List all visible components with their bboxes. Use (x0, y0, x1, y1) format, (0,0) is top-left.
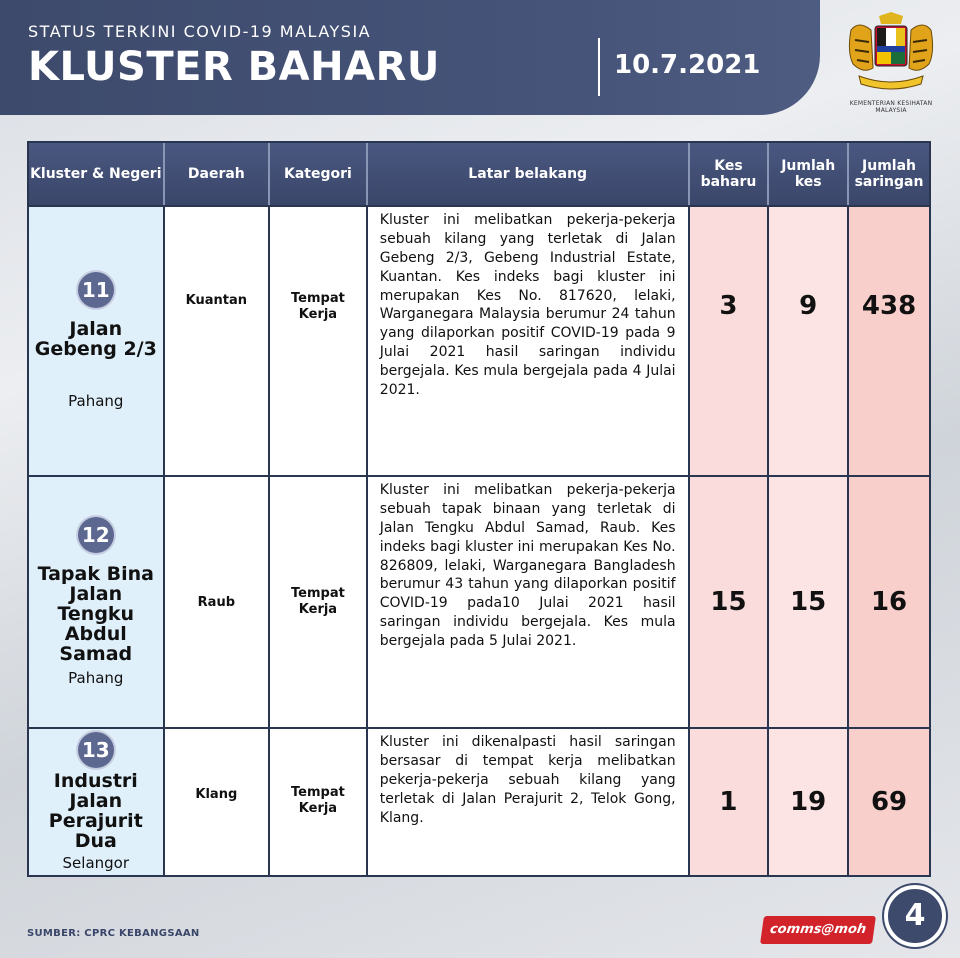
header-daerah: Daerah (165, 143, 271, 205)
header-jumlah-saringan: Jumlah saringan (849, 143, 929, 205)
cluster-cell (29, 205, 165, 475)
header-latar: Latar belakang (368, 143, 690, 205)
ministry-name: KEMENTERIAN KESIHATAN MALAYSIA (849, 100, 933, 114)
page-title: KLUSTER BAHARU (28, 44, 440, 90)
table-header-row (29, 143, 929, 205)
cluster-name: Industri Jalan Perajurit Dua (48, 770, 143, 852)
cluster-negeri: Pahang (68, 668, 124, 687)
daerah-cell: Raub (165, 475, 271, 727)
kes-baharu-cell: 15 (690, 475, 770, 727)
header-jumlah-kes: Jumlah kes (769, 143, 849, 205)
source-note: SUMBER: CPRC KEBANGSAAN (27, 928, 200, 939)
cluster-negeri: Pahang (68, 391, 124, 410)
table-row (29, 475, 929, 727)
page-number: 4 (884, 885, 946, 947)
kategori-cell: Tempat Kerja (270, 205, 368, 475)
table-row (29, 205, 929, 475)
jumlah-saringan-cell: 69 (849, 727, 929, 875)
jumlah-kes-cell: 9 (769, 205, 849, 475)
kes-baharu-cell: 1 (690, 727, 770, 875)
cluster-cell (29, 727, 165, 875)
header-kes-baharu: Kes baharu (690, 143, 770, 205)
header-cluster: Kluster & Negeri (29, 143, 165, 205)
table-row (29, 727, 929, 875)
page-subtitle: STATUS TERKINI COVID-19 MALAYSIA (28, 22, 372, 41)
jumlah-kes-cell: 15 (769, 475, 849, 727)
cluster-number-badge: 12 (78, 517, 114, 553)
latar-cell: Kluster ini melibatkan pekerja-pekerja sebuah tapak binaan yang terletak di Jalan Tengku Abdul Samad, Raub. Kes indeks bagi kluster ini merupakan Kes No. 826809, lelaki, Warganegara Bangladesh berumur 43 tahun yang dilaporkan positif COVID-19 pada10 Julai 2021 hasil saringan individu bergejala. Kes mula bergejala pada 5 Julai 2021. (368, 475, 690, 727)
coat-of-arms-icon (841, 12, 941, 94)
cluster-number-badge: 13 (78, 732, 114, 768)
ministry-logo (836, 12, 946, 117)
cluster-name: Jalan Gebeng 2/3 (34, 318, 157, 360)
jumlah-saringan-cell: 16 (849, 475, 929, 727)
cluster-name: Tapak Bina Jalan Tengku Abdul Samad (37, 563, 154, 665)
kategori-cell: Tempat Kerja (270, 475, 368, 727)
kes-baharu-cell: 3 (690, 205, 770, 475)
cluster-negeri: Selangor (62, 853, 130, 872)
header-kategori: Kategori (270, 143, 368, 205)
header-divider (598, 38, 600, 96)
cluster-number-badge: 11 (78, 272, 114, 308)
brand-badge: comms@moh (760, 916, 876, 944)
latar-cell: Kluster ini melibatkan pekerja-pekerja sebuah kilang yang terletak di Jalan Gebeng 2/3, Gebeng Industrial Estate, Kuantan. Kes indeks bagi kluster ini merupakan Kes No. 817620, lelaki, Warganegara Malaysia berumur 24 tahun yang dilaporkan positif COVID-19 pada 9 Julai 2021 hasil saringan individu bergejala. Kes mula bergejala pada 4 Julai 2021. (368, 205, 690, 475)
daerah-cell: Klang (165, 727, 271, 875)
kategori-cell: Tempat Kerja (270, 727, 368, 875)
jumlah-kes-cell: 19 (769, 727, 849, 875)
cluster-cell (29, 475, 165, 727)
latar-cell: Kluster ini dikenalpasti hasil saringan bersasar di tempat kerja melibatkan pekerja-pekerja sebuah kilang yang terletak di Jalan Perajurit 2, Telok Gong, Klang. (368, 727, 690, 875)
header-banner (0, 0, 820, 115)
report-date: 10.7.2021 (614, 50, 761, 80)
cluster-table (27, 141, 931, 877)
daerah-cell: Kuantan (165, 205, 271, 475)
jumlah-saringan-cell: 438 (849, 205, 929, 475)
